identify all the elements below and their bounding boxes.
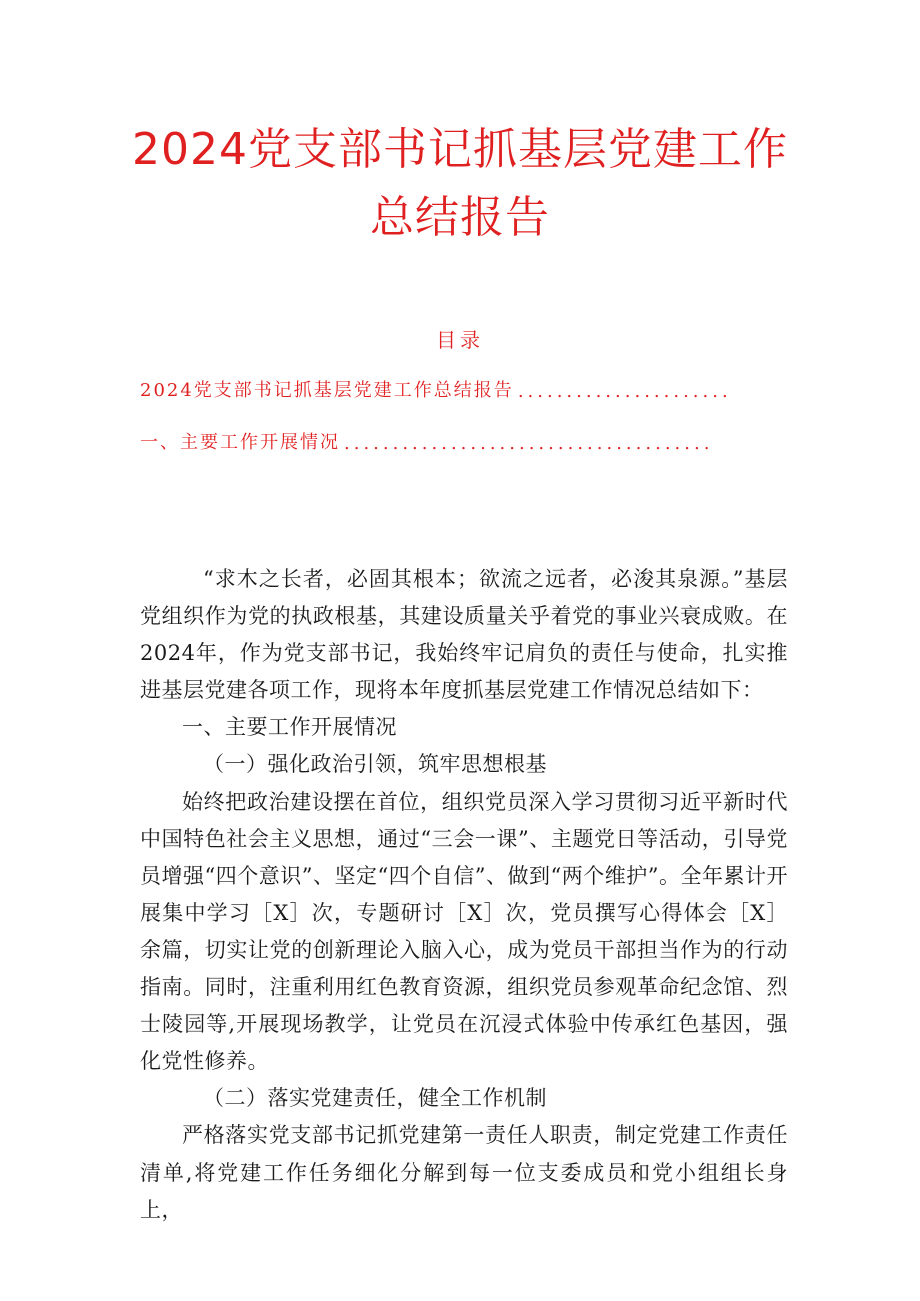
toc-heading: 目录 bbox=[436, 328, 484, 352]
body-paragraph: 严格落实党支部书记抓党建第一责任人职责，制定党建工作责任清单,将党建工作任务细化分解到每一位支委成员和党小组组长身上， bbox=[140, 1123, 788, 1222]
toc-entry-title: 2024党支部书记抓基层党建工作总结报告 bbox=[140, 380, 514, 401]
intro-paragraph: “求木之长者，必固其根本；欲流之远者，必浚其泉源。”基层党组织作为党的执政根基，其建设质量关乎着党的事业兴衰成败。在2024年，作为党支部书记，我始终牢记肩负的责任与使命，扎实推进基层党建各项工作，现将本年度抓基层党建工作情况总结如下： bbox=[140, 567, 788, 703]
toc-entry-title: 一、主要工作开展情况 bbox=[140, 432, 340, 453]
toc-entry-leader: ...................................... bbox=[344, 433, 714, 454]
document-body bbox=[140, 561, 788, 1229]
section-heading: 一、主要工作开展情况 bbox=[182, 715, 397, 740]
document-title-line-1: 2024党支部书记抓基层党建工作 bbox=[132, 124, 788, 175]
toc-entry-leader: ...................... bbox=[517, 381, 732, 402]
body-paragraph: 始终把政治建设摆在首位，组织党员深入学习贯彻习近平新时代中国特色社会主义思想，通过“三会一课”、主题党日等活动，引导党员增强“四个意识”、坚定“四个自信”、做到“两个维护”。全年累计开展集中学习［X］次，专题研讨［X］次，党员撰写心得体会［X］余篇，切实让党的创新理论入脑入心，成为党员干部担当作为的行动指南。同时，注重利用红色教育资源，组织党员参观革命纪念馆、烈士陵园等,开展现场教学，让党员在沉浸式体验中传承红色基因，强化党性修养。 bbox=[140, 789, 788, 1074]
document-title-line-2: 总结报告 bbox=[370, 192, 550, 243]
toc-entry[interactable] bbox=[140, 374, 760, 402]
subsection-heading: （一）强化政治引领，筑牢思想根基 bbox=[203, 752, 547, 777]
toc-entry[interactable] bbox=[140, 426, 760, 454]
subsection-heading: （二）落实党建责任，健全工作机制 bbox=[203, 1086, 547, 1111]
